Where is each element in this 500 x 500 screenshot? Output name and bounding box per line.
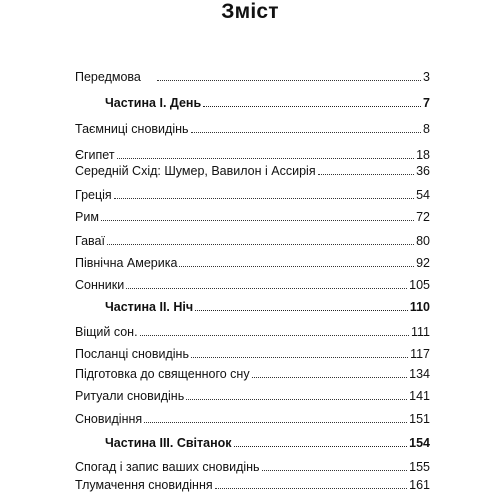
toc-part-heading: [75, 298, 430, 314]
toc-page-number: 155: [409, 460, 430, 474]
toc-entry: [75, 232, 430, 248]
dot-leader: [179, 266, 414, 267]
toc-page-number: 18: [416, 148, 430, 162]
toc-entry: [75, 68, 430, 84]
toc-page-number: 7: [423, 96, 430, 110]
toc-page-number: 111: [410, 325, 430, 339]
toc-entry-title: Середній Схід: Шумер, Вавилон і Ассирія: [75, 164, 316, 178]
dot-leader: [191, 357, 408, 358]
toc-entry: [75, 146, 430, 162]
toc-page-number: 110: [409, 300, 430, 314]
dot-leader: [144, 422, 407, 423]
toc-entry-title: Частина II. Ніч: [105, 300, 194, 314]
dot-leader: [101, 220, 414, 221]
dot-leader: [117, 158, 415, 159]
toc-page-number: 134: [409, 367, 430, 381]
toc-entry: [75, 208, 430, 224]
toc-entry: [75, 476, 430, 492]
toc-entry-title: Посланці сновидінь: [75, 347, 189, 361]
toc-entry-title: Рим: [75, 210, 99, 224]
dot-leader: [195, 310, 408, 311]
toc-part-heading: [75, 94, 430, 110]
toc-page-number: 92: [416, 256, 430, 270]
toc-entry: [75, 365, 430, 381]
toc-part-heading: [75, 434, 430, 450]
toc-page-number: 3: [423, 70, 430, 84]
dot-leader: [234, 446, 408, 447]
toc-page-number: 54: [416, 188, 430, 202]
dot-leader: [262, 470, 408, 471]
dot-leader: [186, 399, 407, 400]
toc-page-number: 105: [409, 278, 430, 292]
toc-page-number: 80: [416, 234, 430, 248]
toc-entry-title: Гаваї: [75, 234, 105, 248]
toc-entry-title: Підготовка до священного сну: [75, 367, 250, 381]
toc-page-number: 72: [416, 210, 430, 224]
toc-page-number: 151: [409, 412, 430, 426]
toc-page-number: 8: [423, 122, 430, 136]
toc-entry: [75, 162, 430, 178]
toc-entry-title: Таємниці сновидінь: [75, 122, 189, 136]
toc-entry: [75, 120, 430, 136]
toc-page-number: 117: [410, 347, 430, 361]
toc-entry-title: Тлумачення сновидіння: [75, 478, 213, 492]
toc-entry-title: Сонники: [75, 278, 125, 292]
toc-entry-title: Ритуали сновидінь: [75, 389, 185, 403]
toc-entry: [75, 276, 430, 292]
dot-leader: [107, 244, 414, 245]
dot-leader: [191, 132, 422, 133]
dot-leader: [252, 377, 408, 378]
toc-page-number: 141: [409, 389, 430, 403]
dot-leader: [318, 174, 415, 175]
toc-entry: [75, 186, 430, 202]
dot-leader: [215, 488, 408, 489]
toc-entry-title: Греція: [75, 188, 112, 202]
toc-entry: [75, 345, 430, 361]
toc-entry: [75, 458, 430, 474]
toc-entry-title: Частина I. День: [105, 96, 202, 110]
dot-leader: [203, 106, 421, 107]
toc-entry: [75, 323, 430, 339]
toc-entry-title: Передмова: [75, 70, 141, 84]
toc-page-number: 154: [409, 436, 430, 450]
toc-entry-title: Віщий сон.: [75, 325, 138, 339]
toc-page-number: 161: [409, 478, 430, 492]
toc-entry-title: Сновидіння: [75, 412, 143, 426]
dot-leader: [126, 288, 407, 289]
toc-entry-title: Спогад і запис ваших сновидінь: [75, 460, 260, 474]
dot-leader: [114, 198, 414, 199]
dot-leader: [140, 335, 409, 336]
toc-entry: [75, 410, 430, 426]
toc-entry: [75, 387, 430, 403]
dot-leader: [157, 80, 421, 81]
toc-entry-title: Єгипет: [75, 148, 115, 162]
toc-page-number: 36: [416, 164, 430, 178]
toc-entry: [75, 254, 430, 270]
toc-entry-title: Частина III. Світанок: [105, 436, 232, 450]
toc-entry-title: Північна Америка: [75, 256, 178, 270]
page-title: Зміст: [221, 0, 279, 23]
